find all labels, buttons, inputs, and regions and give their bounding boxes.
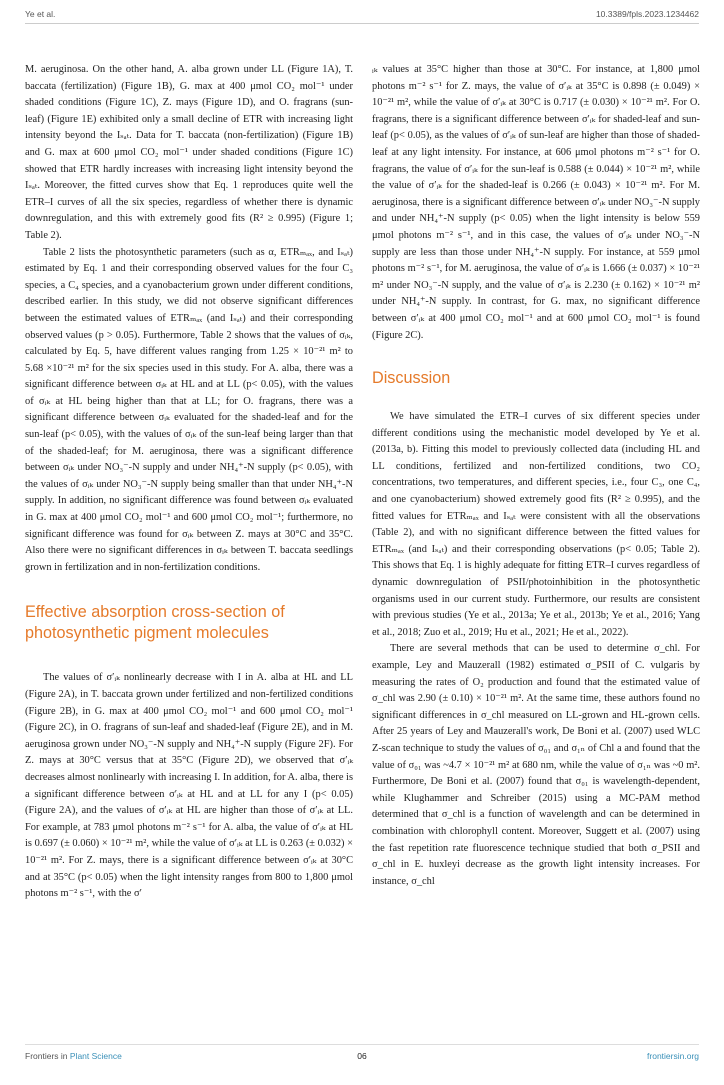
right-column (372, 62, 700, 890)
footer-journal-name[interactable]: Plant Science (69, 1051, 122, 1061)
paragraph: Table 2 lists the photosynthetic parameters (such as α, ETRₘₐₓ, and Iₛₐₜ) estimated by Eq. 1 and their corresponding observed values for the four C₃ species, a C₄ species, and a cyanobacterium grown under different conditions, described earlier. In this study, we did not observe significant differences between the estimated values of ETRₘₐₓ (and Iₛₐₜ) and their corresponding observed values (p > 0.05). Furthermore, Table 2 shows that the values of σᵢₖ, calculated by Eq. 5, have different values ranging from 1.25 × 10⁻²¹ m² to 5.68 ×10⁻²¹ m² for the six species used in this study. For A. alba, there was a significant difference between σᵢₖ at HL and at LL (p< 0.05), with the values of σᵢₖ at HL being higher than that at LL; for O. fragrans, there was a significant difference between σᵢₖ evaluated for the shaded-leaf and for the sun-leaf (p< 0.05), with the values of σᵢₖ of the sun-leaf being larger than that of the shaded-leaf; for M. aeruginosa, there was a significant difference between σᵢₖ under NO₃⁻-N supply and under NH₄⁺-N supply (p< 0.05), with the values of σᵢₖ under NO₃⁻-N supply being smaller than that under NH₄⁺-N supply. In addition, no significant difference was found between σᵢₖ evaluated in G. max at 400 μmol CO₂ mol⁻¹ and 600 μmol CO₂ mol⁻¹; furthermore, no significant difference was found for σᵢₖ between Z. mays at 30°C and 35°C. Also there were no significant differences in σᵢₖ between T. baccata seedlings grown in fertilization and in non-fertilization conditions. (25, 246, 353, 573)
page-number: 06 (357, 1051, 367, 1061)
page-footer (25, 1051, 699, 1065)
paragraph: The values of σ′ᵢₖ nonlinearly decrease with I in A. alba at HL and LL (Figure 2A), in T. baccata grown under fertilized and non-fertilized conditions (Figure 2B), in G. max at 400 μmol CO₂ mol⁻¹ and 600 μmol CO₂ mol⁻¹ (Figure 2C), in O. fragrans of sun-leaf and shaded-leaf (Figure 2E), and in M. aeruginosa grown under NO₃⁻-N supply and NH₄⁺-N supply (Figure 2F). For Z. mays at 30°C versus that at 35°C (Figure 2D), we observed that σ′ᵢₖ decreases almost nonlinearly with increasing I. In addition, for A. alba, there is a significant difference between σ′ᵢₖ at HL and at LL for any I (p< 0.05) (Figure 2A), and the values of σ′ᵢₖ at HL are higher than those of σ′ᵢₖ at LL. For example, at 783 μmol photons m⁻² s⁻¹ for A. alba, the value of σ′ᵢₖ at HL is 0.697 (± 0.060) × 10⁻²¹ m², while the value of σ′ᵢₖ at LL is 0.263 (± 0.032) × 10⁻²¹ m². For Z. mays, there is a significant difference between σ′ᵢₖ at 30°C and at 35°C (p< 0.05) when the light intensity ranges from 800 to 1,800 μmol photons m⁻² s⁻¹, with the σ′ (25, 672, 353, 900)
left-column (25, 62, 353, 903)
header-doi[interactable]: 10.3389/fpls.2023.1234462 (595, 9, 699, 19)
paragraph: ᵢₖ values at 35°C higher than those at 30°C. For instance, at 1,800 μmol photons m⁻² s⁻¹ for Z. mays, the value of σ′ᵢₖ at 35°C is 0.898 (± 0.049) × 10⁻²¹ m², while the value of σ′ᵢₖ at 30°C is 0.717 (± 0.030) × 10⁻²¹ m². For O. fragrans, there is a significant difference between σ′ᵢₖ for shaded-leaf and sun-leaf (p< 0.05), as the values of σ′ᵢₖ of sun-leaf are higher than those of shaded-leaf at any light intensity. For instance, at 606 μmol photons m⁻² s⁻¹ for O. fragrans, the value of σ′ᵢₖ for the sun-leaf is 0.588 (± 0.044) × 10⁻²¹ m², while the value of σ′ᵢₖ for the shaded-leaf is 0.266 (± 0.043) × 10⁻²¹ m². For M. aeruginosa, there is a significant difference between σ′ᵢₖ under NO₃⁻-N supply and under NH₄⁺-N supply (p< 0.05) when the light intensity is below 559 μmol photons m⁻² s⁻¹, and in this case, the values of σ′ᵢₖ under NO₃⁻-N supply are less than those under NH₄⁺-N supply. For instance, at 559 μmol photons m⁻² s⁻¹, for M. aeruginosa, the value of σ′ᵢₖ is 1.666 (± 0.037) × 10⁻²¹ m² under NO₃⁻-N supply, and the value of σ′ᵢₖ is 2.230 (± 0.162) × 10⁻²¹ m² under NH₄⁺-N supply. In contrast, for G. max, no significant difference between σ′ᵢₖ at 400 μmol CO₂ mol⁻¹ and at 600 μmol CO₂ mol⁻¹ is found (Figure 2C). (372, 64, 700, 341)
section-heading-effective-absorption: Effective absorption cross-section of photosynthetic pigment molecules (25, 603, 285, 643)
footer-journal-prefix: Frontiers in (25, 1051, 68, 1061)
paragraph: There are several methods that can be used to determine σ_chl. For example, Ley and Mauzerall (1982) estimated σ_PSII of C. vulgaris by measuring the rates of O₂ production and found that the estimated value of σ_chl was 2.90 (± 0.10) × 10⁻²¹ m². At the same time, these authors found no significant differences in σ_chl measured on LL-grown and HL-grown cells. After 25 years of Ley and Mauzerall's work, De Boni et al. (2007) used WLC Z-scan technique to study the values of σ₀₁ and σ₁ₙ of Chl a and found that the value of σ₀₁ was ~4.7 × 10⁻²¹ m² at 680 nm, while the value of σ₁ₙ was ~0 m². Furthermore, De Boni et al. (2007) found that σ₀₁ is wavelength-dependent, while Klughammer and Schreiber (2015) using a MC-PAM method determined that σ_chl is a function of wavelength and can be determined in combination with chlorophyll content. Moreover, Suggett et al. (2007) using the fast repetition rate fluorescence technique studied that both σ_PSII and σ_chl in E. huxleyi decrease as the growth light intensity increases. For instance, σ_chl (372, 643, 700, 887)
header-authors: Ye et al. (25, 9, 56, 19)
footer-site-link[interactable]: frontiersin.org (647, 1051, 699, 1061)
section-heading-discussion: Discussion (372, 369, 451, 388)
running-header (25, 9, 699, 23)
paragraph: M. aeruginosa. On the other hand, A. alba grown under LL (Figure 1A), T. baccata (fertilization) (Figure 1B), G. max at 400 μmol CO₂ mol⁻¹ under shaded conditions (Figure 1C), Z. mays (Figure 1D), and O. fragrans (sun-leaf) (Figure 1E) exhibited only a small decline of ETR with increasing light intensity beyond the Iₛₐₜ. Data for T. baccata (non-fertilization) (Figure 1B) and G. max at 600 μmol CO₂ mol⁻¹ under shaded conditions (Figure 1C) showed that ETR hardly increases with increasing light intensity beyond the Iₛₐₜ. Moreover, the fitted curves show that Eq. 1 reproduces quite well the ETR–I curves of all the six species, regardless of whether there is dynamic downregulation, and this with extremely good fits (R² ≥ 0.995) (Figure 1; Table 2). (25, 64, 353, 241)
paragraph: We have simulated the ETR–I curves of six different species under different conditions using the mechanistic model developed by Ye et al. (2013a, b). Fitting this model to previously collected data (including HL and LL conditions, fertilized and non-fertilized conditions, two CO₂ concentrations, two temperatures, and different species, i.e., four C₃, one C₄, and one cyanobacterium) showed extremely good fits (R² ≥ 0.995), and the fitted values for ETRₘₐₓ and Iₛₐₜ were consistent with all the observations (Table 2), and with no significant difference between the fitted values for ETRₘₐₓ (and Iₛₐₜ) and their corresponding observations (p< 0.05; Table 2). This shows that Eq. 1 is highly adequate for fitting ETR–I curves regardless of dynamic downregulation of PSII/photoinhibition in the photosynthetic organisms used in our current study. Furthermore, our results are consistent with previous studies (Ye et al., 2013a; Ye et al., 2013b; Ye et al., 2016; Yang et al., 2018; Zuo et al., 2019; Hu et al., 2021; He et al., 2022). (372, 411, 700, 638)
header-divider (25, 23, 699, 24)
footer-divider (25, 1044, 699, 1045)
